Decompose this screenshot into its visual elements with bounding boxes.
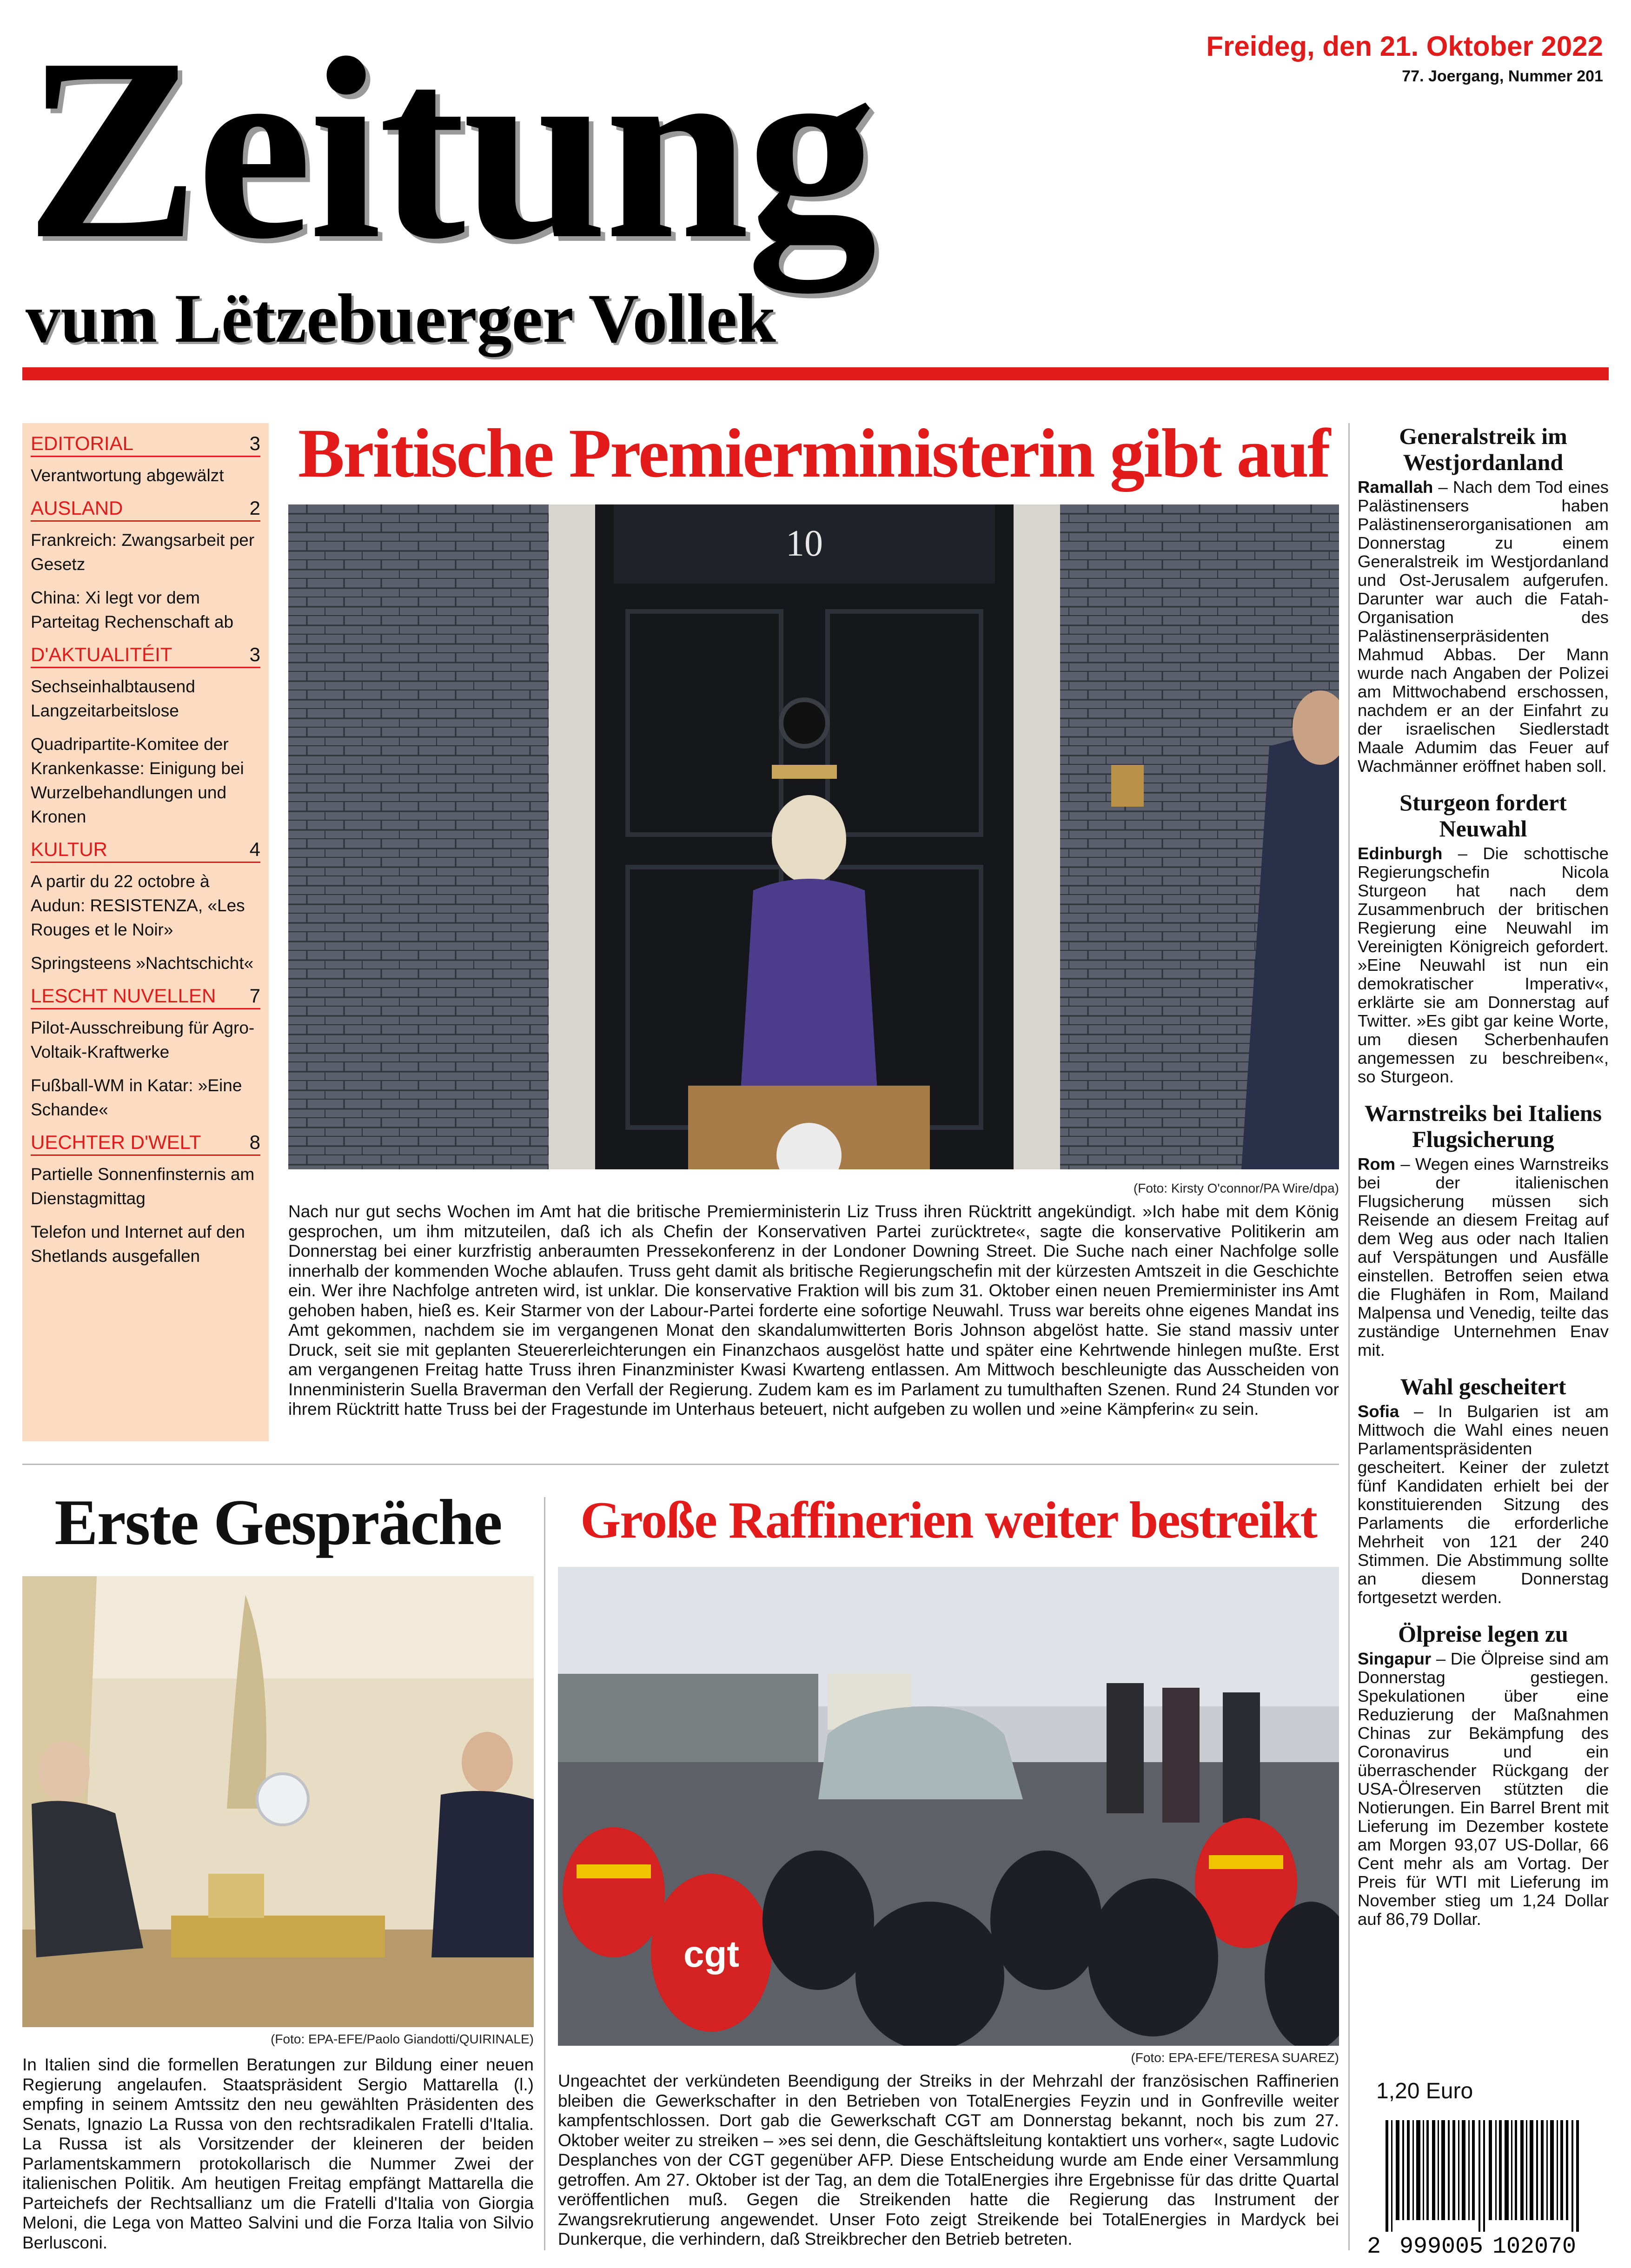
brief-text: – Die schottische Regierungschefin Nicola Sturgeon hat nach dem Zusammenbruch der britischen Regierung eine Neuwahl im Vereinigten Königreich gefordert. »Eine Neuwahl ist nun ein demokratischer Imperativ«, erklärte sie am Donnerstag auf Twitter. »Es gibt gar keine Worte, um diesen Scherbenhaufen angemessen zu beschreiben«, so Sturgeon. [1358,844,1609,1086]
toc-item[interactable]: Frankreich: Zwangsarbeit per Gesetz [31,531,255,574]
toc-page-number: 2 [249,497,260,519]
toc-section[interactable] [31,1131,260,1268]
lead-photo [288,504,1339,1169]
section-divider [22,1464,1339,1465]
toc-item[interactable]: Telefon und Internet auf den Shetlands ausgefallen [31,1222,245,1266]
brief-place: Edinburgh [1358,844,1443,863]
column-divider [544,1497,545,2250]
toc-item[interactable]: Sechseinhalbtausend Langzeitarbeitslose [31,677,195,720]
barcode-group2: 102070 [1492,2234,1577,2260]
brief-text: – Wegen eines Warnstreiks bei der italienischen Flugsicherung müssen sich Reisende an diesem Freitag auf dem Weg aus oder nach Italien auf Verspätungen und Ausfälle einstellen. Betroffen seien etwa die Flughäfen in Rom, Mailand Malpensa und Venedig, teilte das zuständige Unternehmen Enav mit. [1358,1154,1609,1359]
toc-item[interactable]: Springsteens »Nachtschicht« [31,954,254,973]
italy-photo [22,1576,534,2027]
toc-section[interactable] [31,985,260,1122]
masthead-title: Zeitung [26,5,875,293]
masthead-subtitle: vum Lëtzebuerger Vollek [26,280,776,357]
news-brief[interactable] [1358,423,1609,776]
italy-headline[interactable]: Erste Gespräche [54,1486,502,1558]
brief-text: – Nach dem Tod eines Palästinensers haben Palästinenserorganisationen am Donnerstag zu einem Generalstreik im Westjordanland und Ost-Jerusalem aufgerufen. Darunter war auch die Fatah-Organisation des Palästinenserpräsidenten Mahmud Abbas. Der Mann wurde nach Angaben der Polizei am Mittwochabend erschossen, nachdem er an der Einfahrt zu der israelischen Siedlerstadt Maale Adumim das Feuer auf Wachmänner eröffnet haben soll. [1358,477,1609,776]
toc-page-number: 7 [249,985,260,1007]
news-briefs-column [1358,423,1609,1943]
toc-page-number: 3 [249,643,260,665]
column-divider [1348,423,1350,2250]
toc-section[interactable] [31,432,260,488]
brief-title: Ölpreise legen zu [1398,1621,1568,1647]
toc-section-title: D'AKTUALITÉIT [31,643,172,665]
refinery-body-text: Ungeachtet der verkündeten Beendigung der Streiks in der Mehrzahl der französischen Raffinerien bleiben die Gewerkschafter in den Betrieben von TotalEnergies Feyzin und in Gonfreville weiter kampfentschlossen. Dort gab die Gewerkschaft CGT am Donnerstag bekannt, noch bis zum 27. Oktober weiter zu streiken – »es sei denn, die Geschäftsleitung kontaktiert uns vorher«, sagte Ludovic Desplanches von der CGT gegenüber AFP. Diese Entscheidung wurde am Ende einer Versammlung getroffen. Am 27. Oktober ist der Tag, an dem die TotalEnergies ihre Ergebnisse für das dritte Quartal veröffentlichen muß. Gegen die Streikenden hatte die Regierung das Instrument der Zwangsrekrutierung angewendet. Unser Foto zeigt Streikende bei TotalEnergies in Mardyck bei Dunkerque, die verhindern, daß Streikbrecher den Betrieb betreten. [558,2071,1339,2248]
brief-body [1358,844,1609,1086]
toc-page-number: 3 [249,432,260,454]
brief-body [1358,1402,1609,1607]
brief-title: Sturgeon fordert Neuwahl [1399,789,1567,842]
brief-body [1358,1650,1609,1929]
news-brief[interactable] [1358,1621,1609,1929]
issue-number: 77. Joergang, Nummer 201 [1402,67,1603,85]
lead-photo-caption: (Foto: Kirsty O'connor/PA Wire/dpa) [1133,1181,1339,1195]
refinery-photo [558,1567,1339,2046]
table-of-contents [22,423,269,1441]
brief-text: – Die Ölpreise sind am Donnerstag gestiegen. Spekulationen über eine Reduzierung der Maßnahmen Chinas zur Bekämpfung des Coronavirus und ein überraschender Rückgang der USA-Ölreserven stützten die Notierungen. Ein Barrel Brent mit Lieferung im Dezember kostete am Morgen 93,07 US-Dollar, 66 Cent mehr als am Vortag. Der Preis für WTI mit Lieferung im November stieg um 1,24 Dollar auf 86,79 Dollar. [1358,1649,1609,1929]
toc-section-title: EDITORIAL [31,432,133,454]
masthead-rule [22,367,1609,380]
toc-page-number: 4 [249,838,260,860]
barcode [1367,2120,1609,2260]
toc-section-title: LESCHT NUVELLEN [31,985,216,1007]
lead-headline[interactable]: Britische Premierministerin gibt auf [298,415,1329,492]
brief-place: Rom [1358,1154,1396,1174]
brief-title: Generalstreik im Westjordanland [1399,423,1567,475]
italy-photo-caption: (Foto: EPA-EFE/Paolo Giandotti/QUIRINALE) [271,2032,534,2046]
toc-item[interactable]: China: Xi legt vor dem Parteitag Rechenschaft ab [31,588,234,631]
brief-place: Singapur [1358,1649,1432,1668]
refinery-headline[interactable]: Große Raffinerien weiter bestreikt [580,1492,1317,1549]
toc-item[interactable]: Pilot-Ausschreibung für Agro-Voltaik-Kraftwerke [31,1018,255,1061]
brief-place: Ramallah [1358,477,1433,497]
brief-title: Wahl gescheitert [1400,1373,1566,1399]
toc-section[interactable] [31,497,260,634]
news-brief[interactable] [1358,789,1609,1086]
brief-place: Sofia [1358,1402,1399,1421]
news-brief[interactable] [1358,1373,1609,1607]
barcode-group1: 999005 [1399,2234,1484,2260]
toc-item[interactable]: Verantwortung abgewälzt [31,466,224,485]
issue-date: Freideg, den 21. Oktober 2022 [1206,31,1603,62]
news-brief[interactable] [1358,1100,1609,1359]
brief-text: – In Bulgarien ist am Mittwoch die Wahl eines neuen Parlamentspräsidenten gescheitert. Keiner der zuletzt fünf Kandidaten erhielt bei der konstituierenden Sitzung des Parlaments die erforderliche Mehrheit von 121 der 240 Stimmen. Die Abstimmung sollte an diesem Donnerstag fortgesetzt werden. [1358,1402,1609,1607]
lead-body-text: Nach nur gut sechs Wochen im Amt hat die britische Premierministerin Liz Truss ihren Rücktritt angekündigt. »Ich habe mit dem König gesprochen, um ihm mitzuteilen, daß ich als Chefin der Konservativen Partei zurücktrete«, sagte die konservative Politikerin am Donnerstag bei einer kurzfristig anberaumten Pressekonferenz in der Londoner Downing Street. Die Suche nach einer Nachfolge solle innerhalb der kommenden Woche ablaufen. Truss geht damit als britische Regierungschefin mit der kürzesten Amtszeit in die Geschichte ein. Wer ihre Nachfolge antreten wird, ist unklar. Die konservative Fraktion will bis zum 31. Oktober einen neuen Premierminister ins Amt gehoben haben, hieß es. Keir Starmer von der Labour-Partei forderte eine sofortige Neuwahl. Truss war bereits ohne eigenes Mandat ins Amt gekommen, nachdem sie im vergangenen Monat den skandalumwitterten Boris Johnson abgelöst hatte. Sie stand massiv unter Druck, seit sie mit geplanten Steuererleichterungen ein Finanzchaos ausgelöst hatte und später eine Kehrtwende hinlegen mußte. Erst am vergangenen Freitag hatte Truss ihren Finanzminister Kwasi Kwarteng entlassen. Am Mittwoch beschleunigte das Ausscheiden von Innenministerin Suella Braverman den Verfall der Regierung. Zudem kam es im Parlament zu tumulthaften Szenen. Rund 24 Stunden vor ihrem Rücktritt hatte Truss bei der Fragestunde im Unterhaus beteuert, nicht aufgeben zu wollen und »eine Kämpferin« zu sein. [288,1202,1339,1419]
brief-body [1358,1155,1609,1359]
toc-item[interactable]: Fußball-WM in Katar: »Eine Schande« [31,1076,242,1119]
toc-section-title: KULTUR [31,838,107,860]
toc-item[interactable]: Quadripartite-Komitee der Krankenkasse: Einigung bei Wurzelbehandlungen und Kronen [31,735,244,826]
brief-body [1358,478,1609,776]
barcode-prefix: 2 [1367,2234,1381,2260]
toc-section-title: UECHTER D'WELT [31,1131,201,1153]
italy-body-text: In Italien sind die formellen Beratungen zur Bildung einer neuen Regierung angelaufen. Staatspräsident Sergio Mattarella (l.) empfing in seinem Amtssitz den neu gewählten Präsidenten des Senats, Ignazio La Russa von den rechtsradikalen Fratelli d'Italia. La Russa ist als Vorsitzender der kleineren der beiden Parlamentskammern protokollarisch die Nummer Zwei der italienischen Politik. Am heutigen Freitag empfängt Mattarella die Parteichefs der Rechtsallianz um die Fratelli d'Italia von Giorgia Meloni, die Lega von Matteo Salvini und die Forza Italia von Silvio Berlusconi. [22,2055,534,2252]
svg-text:cgt: cgt [683,1933,739,1975]
price-label: 1,20 Euro [1376,2079,1473,2103]
toc-item[interactable]: A partir du 22 octobre à Audun: RESISTENZA, «Les Rouges et le Noir» [31,872,245,939]
toc-section-title: AUSLAND [31,497,123,519]
brief-title: Warnstreiks bei Italiens Flugsicherung [1364,1100,1602,1152]
refinery-photo-caption: (Foto: EPA-EFE/TERESA SUAREZ) [1131,2050,1339,2065]
toc-item[interactable]: Partielle Sonnenfinsternis am Dienstagmittag [31,1165,255,1208]
toc-section[interactable] [31,838,260,975]
toc-section[interactable] [31,643,260,829]
toc-page-number: 8 [249,1131,260,1153]
door-number: 10 [786,523,823,564]
